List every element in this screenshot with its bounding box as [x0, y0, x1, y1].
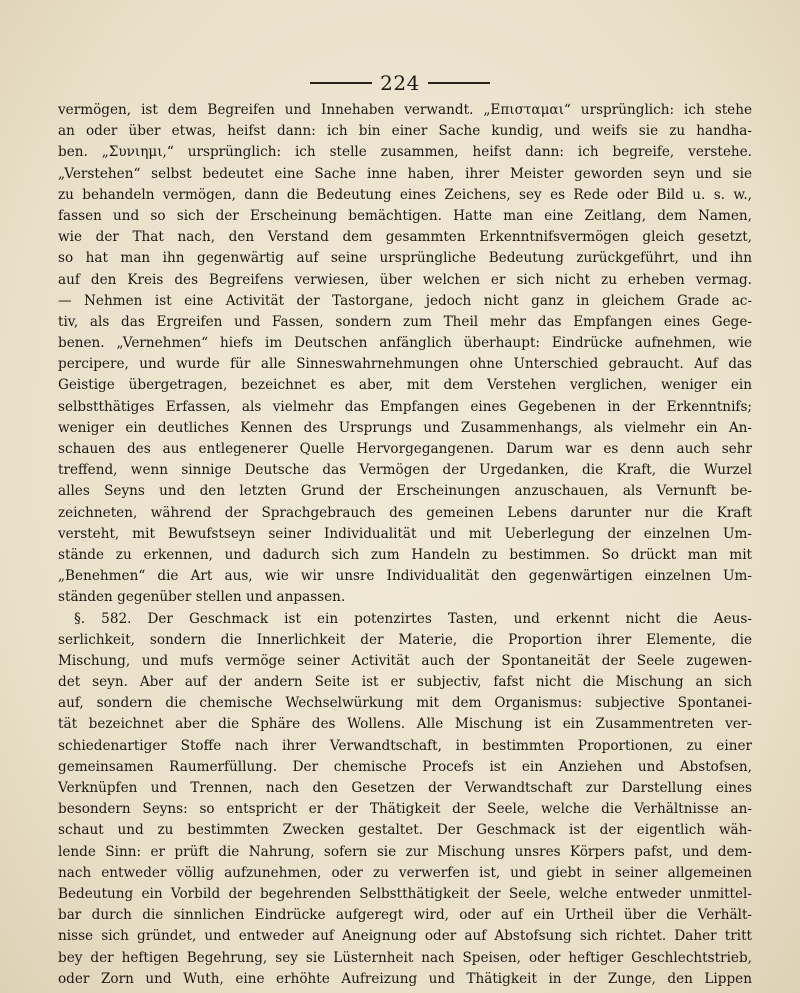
text-line: schiedenartiger Stoffe nach ihrer Verwandtschaft, in bestimmten Proportionen, zu einer [58, 737, 752, 754]
text-line: det seyn. Aber auf der andern Seite ist er subjectiv, fafst nicht die Mischung an sich [58, 674, 752, 691]
body-text [58, 100, 752, 990]
text-line: gemeinsamen Raumerfüllung. Der chemische Procefs ist ein Anziehen und Abstofsen, [58, 758, 752, 775]
text-line: bey der heftigen Begehrung, sey sie Lüsternheit nach Speisen, oder heftiger Geschlechtstrieb, [58, 949, 752, 966]
text-line: zu behandeln vermögen, dann die Bedeutung eines Zeichens, sey es Rede oder Bild u. s. w., [58, 186, 752, 203]
page-number: 224 [380, 71, 420, 95]
text-line: serlichkeit, sondern die Innerlichkeit der Materie, die Proportion ihrer Elemente, die [58, 631, 752, 648]
text-line: percipere, und wurde für alle Sinneswahrnehmungen ohne Unterschied gebraucht. Auf das [58, 356, 752, 373]
text-line: nach entweder völlig aufzunehmen, oder zu verwerfen ist, und giebt in seiner allgemeinen [58, 864, 752, 881]
text-line: auf, sondern die chemische Wechselwürkung mit dem Organismus: subjective Spontanei- [58, 695, 752, 712]
text-line: bar durch die sinnlichen Eindrücke aufgeregt wird, oder auf ein Urtheil über die Verhält- [58, 907, 752, 924]
text-line: „Benehmen“ die Art aus, wie wir unsre Individualität den gegenwärtigen einzelnen Um- [58, 568, 752, 585]
text-line: besondern Seyns: so entspricht er der Thätigkeit der Seele, welche die Verhältnisse an- [58, 801, 752, 818]
text-line: vermögen, ist dem Begreifen und Innehaben verwandt. „Επισταμαι“ ursprünglich: ich stehe [58, 102, 752, 118]
page-header [0, 68, 800, 98]
text-line: tiv, als das Ergreifen und Fassen, sondern zum Theil mehr das Empfangen eines Gege- [58, 313, 752, 330]
text-line: Bedeutung ein Vorbild der begehrenden Selbstthätigkeit der Seele, welche entweder unmittel- [58, 885, 752, 902]
section-heading-line: §. 582. Der Geschmack ist ein potenzirtes Tasten, und erkennt nicht die Aeus- [74, 610, 752, 627]
text-line: stände zu erkennen, und dadurch sich zum Handeln zu bestimmen. So drückt man mit [58, 546, 752, 563]
text-line: Verknüpfen und Trennen, nach den Gesetzen der Verwandtschaft zur Darstellung eines [58, 780, 752, 796]
text-line: selbstthätiges Erfassen, als vielmehr das Empfangen eines Gegebenen in der Erkenntnifs; [58, 398, 752, 415]
header-rule-right [428, 82, 490, 84]
text-line: wie der That nach, den Verstand dem gesammten Erkenntnifsvermögen gleich gesetzt, [58, 229, 752, 246]
header-rule-left [310, 82, 372, 84]
text-line: zeichneten, während der Sprachgebrauch des gemeinen Lebens darunter nur die Kraft [58, 504, 752, 521]
text-line: versteht, mit Bewufstseyn seiner Individualität und mit Ueberlegung der einzelnen Um- [58, 525, 752, 542]
text-line: Geistige übergetragen, bezeichnet es aber, mit dem Verstehen verglichen, weniger ein [58, 377, 752, 394]
text-line: tät bezeichnet aber die Sphäre des Wollens. Alle Mischung ist ein Zusammentreten ver- [58, 716, 752, 733]
text-line: — Nehmen ist eine Activität der Tastorgane, jedoch nicht ganz in gleichem Grade ac- [58, 292, 752, 309]
text-line: „Verstehen“ selbst bedeutet eine Sache inne haben, ihrer Meister geworden seyn und sie [58, 165, 752, 182]
text-line: weniger ein deutliches Kennen des Ursprungs und Zusammenhangs, als vielmehr ein An- [58, 419, 752, 436]
text-line: schaut und zu bestimmten Zwecken gestaltet. Der Geschmack ist der eigentlich wäh- [58, 822, 752, 839]
text-line: ständen gegenüber stellen und anpassen. [58, 589, 346, 606]
text-line: auf den Kreis des Begreifens verwiesen, über welchen er sich nicht zu erheben vermag. [58, 271, 752, 288]
text-line: fassen und so sich der Erscheinung bemächtigen. Hatte man eine Zeitlang, dem Namen, [58, 207, 752, 224]
text-line: so hat man ihn gegenwärtig auf seine ursprüngliche Bedeutung zurückgeführt, und ihn [58, 250, 752, 267]
text-line: oder Zorn und Wuth, eine erhöhte Aufreizung und Thätigkeit in der Zunge, den Lippen [58, 970, 752, 987]
text-line: an oder über etwas, heifst dann: ich bin einer Sache kundig, und weifs sie zu handha- [58, 123, 752, 140]
text-line: benen. „Vernehmen“ hiefs im Deutschen anfänglich überhaupt: Eindrücke aufnehmen, wie [58, 335, 752, 352]
text-line: alles Seyns und den letzten Grund der Erscheinungen anzuschauen, als Vernunft be- [58, 483, 752, 500]
text-line: treffend, wenn sinnige Deutsche das Vermögen der Urgedanken, die Kraft, die Wurzel [58, 462, 752, 479]
text-line: lende Sinn: er prüft die Nahrung, sofern sie zur Mischung unsres Körpers pafst, und dem- [58, 843, 752, 860]
text-line: schauen des aus entlegenerer Quelle Hervorgegangenen. Darum war es denn auch sehr [58, 441, 752, 457]
text-line: Mischung, und mufs vermöge seiner Activität auch der Spontaneität der Seele zugewen- [58, 652, 752, 669]
text-line: ben. „Συνιημι,“ ursprünglich: ich stelle zusammen, heifst dann: ich begreife, verstehe. [58, 144, 752, 161]
text-line: nisse sich gründet, und entweder auf Aneignung oder auf Abstofsung sich richtet. Daher tritt [58, 928, 752, 945]
